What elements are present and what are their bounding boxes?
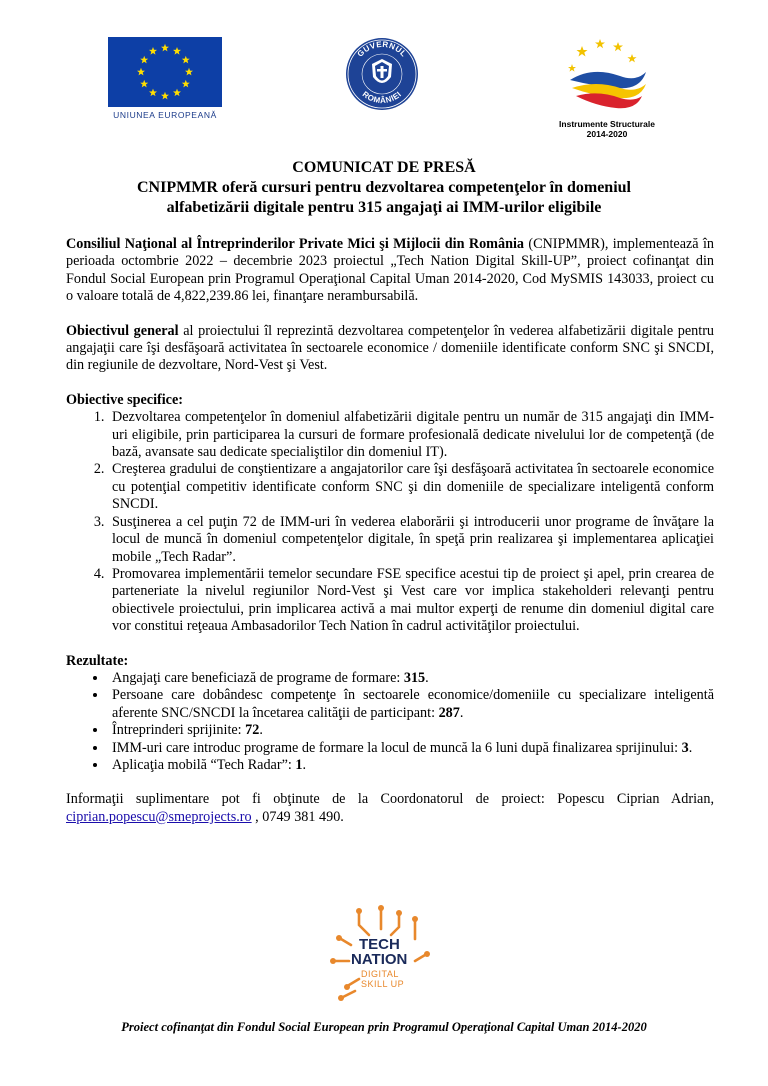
footer-note: Proiect cofinanţat din Fondul Social European prin Programul Operaţional Capital Uman 2014-2020	[121, 1020, 647, 1034]
tech-text: TECH	[359, 936, 400, 953]
general-objective-text: al proiectului îl reprezintă dezvoltarea competenţelor în vederea alfabetizării digitale pentru angajaţii care îşi desfăşoară activitatea în sectoarele economice / domeniile identificate conform SNC şi SNCDI, din regiunile de dezvoltare, Nord-Vest şi Vest.	[66, 322, 715, 374]
gov-top-text: GUVERNUL	[355, 39, 409, 59]
contact-text: Informaţii suplimentare pot fi obţinute de la Coordonatorul de proiect: Popescu Ciprian Adrian,	[66, 791, 714, 808]
logo-header	[0, 0, 768, 140]
is-caption-line1: Instrumente Structurale	[559, 119, 655, 129]
nation-text: NATION	[351, 951, 408, 968]
results-heading: Rezultate:	[66, 652, 129, 669]
list-item: 4. Promovarea implementării temelor secundare FSE specifice acestui tip de proiect şi apel, prin crearea de parteneriate la nivelul regiunilor Nord-Vest şi Vest care vor implica stakeholderi relevanţi pentru obiectivele proiectului, prin implicarea activă a mai multor experţi de renume din domeniul digital care vor constitui reţeaua Ambasadorilor Tech Nation în cadrul activităţilor proiectului.	[108, 566, 714, 636]
title-line-1: COMUNICAT DE PRESĂ	[292, 159, 476, 176]
general-objective-paragraph	[66, 323, 714, 375]
romanian-government-logo	[345, 37, 419, 111]
intro-paragraph	[66, 236, 714, 306]
press-release-title	[60, 158, 708, 218]
list-item: 1. Dezvoltarea competenţelor în domeniul alfabetizării digitale pentru un număr de 315 angajaţi din IMM-uri eligibile, prin participarea la cursuri de formare profesională dedicate nivelului lor de competenţă (de bază, avansate sau dedicate specialiştilor din domeniul IT).	[108, 409, 714, 461]
document-body	[66, 236, 714, 826]
intro-text: (CNIPMMR), implementează în perioada octombrie 2022 – decembrie 2023 proiectul „Tech Nation Digital Skill-UP”, proiect cofinanţat din Fondul Social European prin Programul Operaţional Capital Uman 2014-2020, Cod MySMIS 143033, proiect cu o valoare totală de 4,822,239.86 lei, finanţare nerambursabilă.	[66, 236, 714, 305]
eu-flag-icon	[108, 37, 222, 107]
specific-objectives-heading: Obiective specifice:	[66, 391, 183, 408]
general-objective-label: Obiectivul general	[66, 322, 179, 339]
list-item: • Aplicaţia mobilă “Tech Radar”: 1.	[108, 757, 714, 774]
eu-caption: UNIUNEA EUROPEANĂ	[113, 110, 217, 120]
digital-text: DIGITAL	[361, 969, 399, 979]
title-line-2: CNIPMMR oferă cursuri pentru dezvoltarea competenţelor în domeniul	[137, 179, 631, 196]
list-item: 2. Creşterea gradului de conştientizare a angajatorilor care îşi desfăşoară activitatea în sectoarele economice cu potenţial competitiv identificate conform SNC şi din domeniile de specializare inteligentă conform SNCDI.	[108, 461, 714, 513]
list-item: • IMM-uri care introduc programe de formare la locul de muncă la 6 luni după finalizarea sprijinului: 3.	[108, 740, 714, 757]
contact-email-link[interactable]: ciprian.popescu@smeprojects.ro	[66, 808, 252, 825]
skill-up-text: SKILL UP	[361, 979, 405, 989]
organization-name: Consiliul Naţional al Întreprinderilor Private Mici şi Mijlocii din România	[66, 236, 524, 252]
eu-logo	[108, 37, 222, 120]
is-caption-line2: 2014-2020	[586, 129, 628, 139]
list-item: • Persoane care dobândesc competenţe în sectoarele economice/domeniile cu specializare inteligentă aferente SNC/SNCDI la încetarea calităţii de participant: 287.	[108, 687, 714, 722]
structural-instruments-icon	[562, 36, 652, 114]
list-item: • Angajaţi care beneficiază de programe de formare: 315.	[108, 670, 714, 687]
contact-phone: , 0749 381 490.	[251, 808, 344, 825]
contact-paragraph	[66, 791, 714, 826]
specific-objectives-list	[66, 409, 714, 635]
title-line-3: alfabetizării digitale pentru 315 angajaţi ai IMM-urilor eligibile	[166, 199, 602, 216]
list-item: 3. Susţinerea a cel puţin 72 de IMM-uri în vederea elaborării şi introducerii unor programe de învăţare la locul de muncă în domeniul competenţelor digitale, în speţă prin realizarea şi implementarea aplicaţiei mobile „Tech Radar”.	[108, 514, 714, 566]
structural-instruments-logo	[559, 36, 655, 139]
list-item: • Întreprinderi sprijinite: 72.	[108, 722, 714, 739]
results-list	[66, 670, 714, 774]
gov-bottom-text: ROMÂNIEI	[360, 89, 404, 106]
tech-nation-logo	[329, 905, 439, 1001]
